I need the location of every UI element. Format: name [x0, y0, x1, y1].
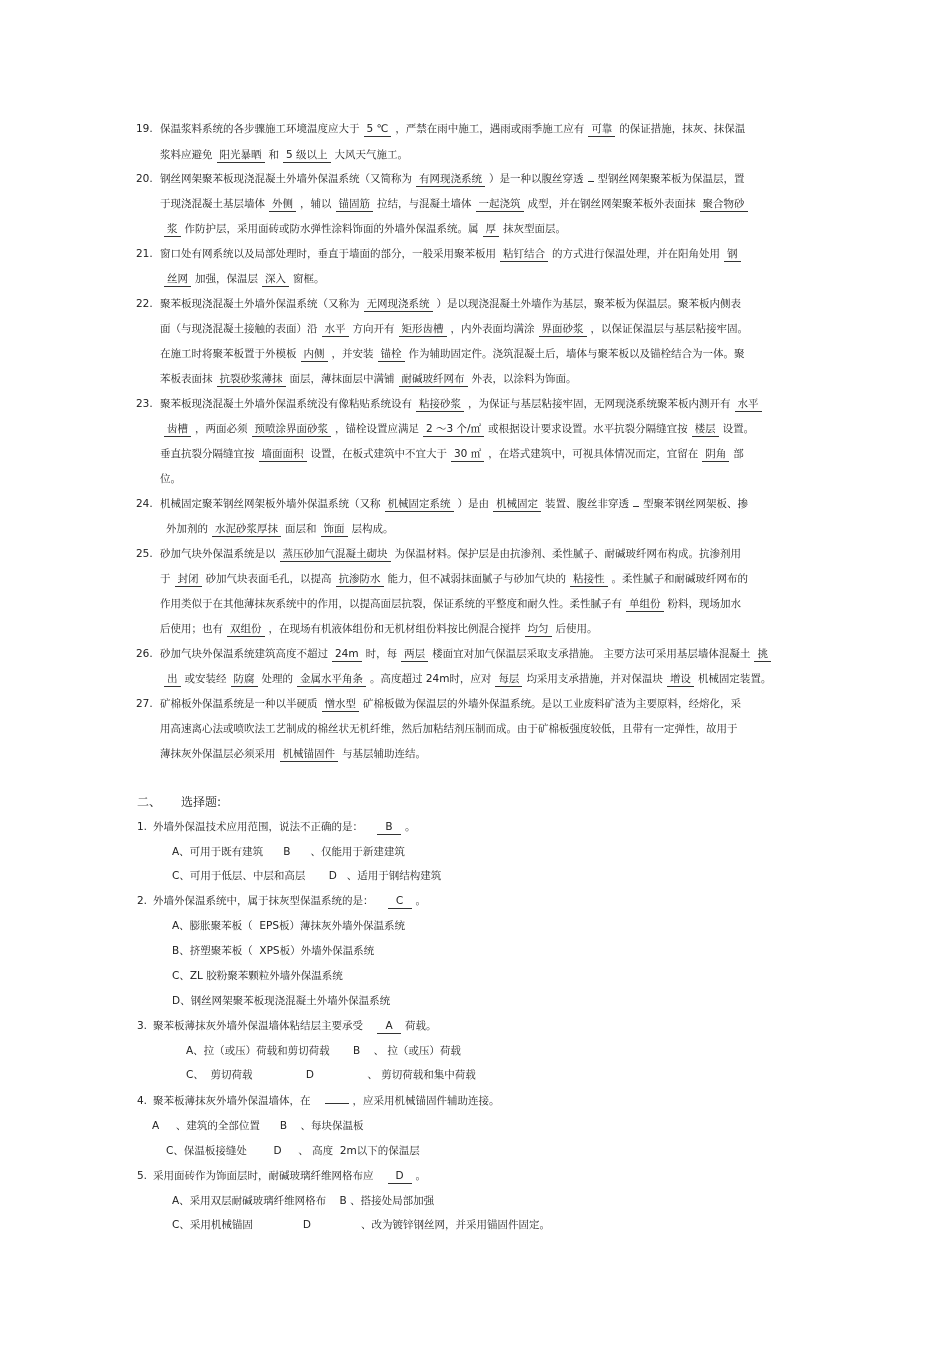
question-text: 外加剂的 — [166, 523, 208, 535]
question-number: 20. — [136, 173, 153, 185]
answer-blank: 挑 — [754, 648, 771, 662]
answer-blank: 锚固筋 — [336, 198, 374, 212]
answer-blank: 24m — [332, 648, 362, 662]
answer-blank — [588, 181, 594, 182]
fill-question-line — [136, 397, 766, 412]
question-text: 或安装经 — [184, 673, 227, 685]
question-text: 方向开有 — [352, 323, 395, 335]
choice-option: A、拉（或压）荷载和剪切荷载 B 、 拉（或压）荷载 — [186, 1045, 461, 1057]
answer-blank: 防腐 — [231, 673, 258, 687]
answer-blank: 矩形齿槽 — [399, 323, 447, 337]
question-text: 作防护层，采用面砖或防水弹性涂料饰面的外墙外保温系统。属 — [184, 223, 479, 235]
answer-blank: 粘钉结合 — [500, 248, 548, 262]
question-stem: 聚苯板薄抹灰外墙外保温墙体粘结层主要承受 — [153, 1020, 364, 1032]
choice-option: A、采用双层耐碱玻璃纤维网格布 B 、搭接处局部加强 — [172, 1195, 435, 1207]
answer-blank: 均匀 — [525, 623, 552, 637]
question-text: 机械固定装置。 — [697, 673, 772, 685]
question-text: 砂加气块外保温系统是以 — [160, 548, 276, 560]
choice-option: B、挤塑聚苯板（ XPS板）外墙外保温系统 — [172, 945, 375, 957]
question-text: ）是由 — [457, 498, 489, 510]
question-text: 设置。 — [722, 423, 755, 435]
question-text: 于现浇混凝土基层墙体 — [160, 198, 265, 210]
question-number: 25. — [136, 548, 153, 560]
answer-blank: 阳光暴晒 — [217, 149, 265, 163]
question-text: 保温浆料系统的各步骤施工环境温度应大于 — [160, 123, 360, 135]
fill-question-line — [136, 547, 741, 562]
question-text: 或根据设计要求设置。水平抗裂分隔缝宜按 — [488, 423, 688, 435]
fill-question-line — [160, 622, 598, 637]
question-text: 外表，以涂料为饰面。 — [471, 373, 577, 385]
question-text: 层构成。 — [351, 523, 394, 535]
fill-question-line — [160, 572, 748, 587]
fill-question-line — [160, 747, 426, 762]
question-text: 于 — [160, 573, 171, 585]
question-stem: 外墙外保温系统中，属于抹灰型保温系统的是： — [153, 895, 374, 907]
answer-blank: 每层 — [495, 673, 522, 687]
question-number: 26. — [136, 648, 153, 660]
choice-option: C、采用机械锚固 D 、改为镀锌钢丝网，并采用锚固件固定。 — [172, 1219, 551, 1231]
answer-blank: 30 ㎡ — [451, 448, 484, 462]
question-stem-end: 。 — [405, 821, 416, 833]
answer-blank: 抗裂砂浆薄抹 — [217, 373, 286, 387]
question-text: 浆料应避免 — [160, 149, 213, 161]
answer-blank: 单组份 — [626, 598, 664, 612]
question-text: 后使用。 — [555, 623, 598, 635]
question-text: 后使用；也有 — [160, 623, 223, 635]
question-text: 面（与现浇混凝土接触的表面）沿 — [160, 323, 318, 335]
question-number: 5. — [137, 1170, 148, 1182]
question-text: ，在现场有机液体组份和无机材组份料按比例混合搅拌 — [268, 623, 521, 635]
question-text: ，为保证与基层粘接牢固，无网现浇系统聚苯板内测开有 — [468, 398, 731, 410]
fill-question-line — [166, 522, 394, 537]
choice-option: C、可用于低层、中层和高层 D 、适用于钢结构建筑 — [172, 870, 442, 882]
answer-blank: 水平 — [322, 323, 349, 337]
question-text: ）是以现浇混凝土外墙作为基层，聚苯板为保温层。聚苯板内侧表 — [436, 298, 741, 310]
question-text: 用高速离心法或喷吹法工艺制成的棉丝状无机纤维，然后加粘结剂压制而成。由于矿棉板强度较低，且带有一定弹性，故用于 — [160, 723, 738, 735]
answer-blank: 楼层 — [692, 423, 719, 437]
question-text: 面层，薄抹面层中满铺 — [289, 373, 395, 385]
question-text: 型钢丝网架聚苯板为保温层，置 — [597, 173, 745, 185]
question-number: 22. — [136, 298, 153, 310]
answer-blank: 机械锚固件 — [280, 748, 339, 762]
answer-blank: 一起浇筑 — [476, 198, 524, 212]
question-text: ，锚栓设置应满足 — [335, 423, 419, 435]
choice-option: C、ZL 胶粉聚苯颗粒外墙外保温系统 — [172, 970, 343, 982]
question-text: 处理的 — [261, 673, 293, 685]
fill-question-line — [160, 472, 181, 486]
answer-blank: 憎水型 — [322, 698, 360, 712]
answer-blank: 两层 — [401, 648, 428, 662]
question-text: ，辅以 — [300, 198, 332, 210]
question-text: 楼面宜对加气保温层采取支承措施。 主要方法可采用基层墙体混凝土 — [432, 648, 751, 660]
question-text: 与基层辅助连结。 — [342, 748, 426, 760]
answer-blank: 粘接砂浆 — [416, 398, 464, 412]
question-text: 砂加气块外保温系统建筑高度不超过 — [160, 648, 328, 660]
choice-question — [137, 1019, 437, 1034]
choice-question — [137, 820, 416, 835]
answer-blank — [325, 1103, 349, 1104]
question-stem-end: 。 — [415, 1170, 427, 1182]
fill-question-line — [160, 672, 771, 687]
answer-blank: 内侧 — [301, 348, 328, 362]
question-stem-end: 荷载。 — [405, 1020, 437, 1032]
answer-blank: 丝网 — [164, 273, 191, 287]
choice-question — [137, 894, 426, 909]
question-text: 成型，并在钢丝网架聚苯板外表面抹 — [527, 198, 696, 210]
section-title: 选择题: — [181, 795, 222, 809]
question-text: 矿棉板外保温系统是一种以半硬质 — [160, 698, 318, 710]
answer-blank: 可靠 — [588, 123, 615, 137]
answer-blank: 界面砂浆 — [539, 323, 587, 337]
section-number: 二、 — [137, 795, 162, 809]
answer-blank: 水泥砂浆厚抹 — [212, 523, 281, 537]
answer-blank — [633, 506, 639, 507]
fill-question-line — [136, 297, 741, 312]
answer-blank: A — [377, 1020, 401, 1034]
question-text: 机械固定聚苯钢丝网架板外墙外保温系统（又称 — [160, 498, 381, 510]
answer-blank: 双组份 — [227, 623, 265, 637]
question-text: 部 — [733, 448, 744, 460]
question-text: 粉料，现场加水 — [667, 598, 741, 610]
question-number: 3. — [137, 1020, 148, 1032]
question-number: 27. — [136, 698, 153, 710]
question-stem: 聚苯板薄抹灰外墙外保温墙体，在 — [153, 1095, 311, 1107]
question-number: 23. — [136, 398, 153, 410]
fill-question-line — [160, 447, 744, 462]
question-text: 和 — [268, 149, 279, 161]
question-number: 21. — [136, 248, 153, 260]
answer-blank: 预喷涂界面砂浆 — [252, 423, 332, 437]
answer-blank: 无网现浇系统 — [364, 298, 433, 312]
answer-blank: 抗渗防水 — [336, 573, 384, 587]
question-text: 装置、腹丝非穿透 — [545, 498, 629, 510]
answer-blank: C — [388, 895, 412, 909]
answer-blank: 机械固定 — [493, 498, 541, 512]
fill-question-line — [136, 172, 745, 187]
question-text: 型聚苯钢丝网架板、掺 — [643, 498, 748, 510]
question-text: 垂直抗裂分隔缝宜按 — [160, 448, 255, 460]
question-text: 位。 — [160, 473, 181, 485]
fill-question-line — [160, 322, 748, 337]
question-text: 苯板表面抹 — [160, 373, 213, 385]
choice-option: A、可用于既有建筑 B 、仅能用于新建建筑 — [172, 846, 405, 858]
section-heading — [137, 795, 221, 809]
choice-question — [137, 1169, 426, 1184]
question-text: 的方式进行保温处理，并在阳角处用 — [552, 248, 720, 260]
question-stem-end: ，应采用机械锚固件辅助连接。 — [352, 1095, 500, 1107]
question-text: 的保证措施，抹灰、抹保温 — [619, 123, 746, 135]
fill-question-line — [136, 647, 775, 662]
fill-question-line — [160, 372, 577, 387]
answer-blank: 2 ～3 个/㎡ — [423, 423, 484, 437]
answer-blank: 5 ℃ — [364, 123, 392, 137]
answer-blank: 水平 — [735, 398, 762, 412]
answer-blank: 阴角 — [702, 448, 729, 462]
fill-question-line — [160, 197, 752, 212]
fill-question-line — [136, 122, 746, 137]
answer-blank: B — [377, 821, 401, 835]
question-text: 大风天气施工。 — [334, 149, 409, 161]
fill-question-line — [160, 597, 741, 612]
question-text: 矿棉板做为保温层的外墙外保温系统。是以工业废料矿渣为主要原料，经熔化，采 — [363, 698, 741, 710]
question-text: 。高度超过 24m时，应对 — [370, 673, 492, 685]
question-text: 聚苯板现浇混凝土外墙外保温系统没有像粘贴系统设有 — [160, 398, 412, 410]
fill-question-line — [136, 697, 741, 712]
fill-question-line — [160, 722, 738, 736]
question-text: ，并安装 — [331, 348, 374, 360]
question-stem: 采用面砖作为饰面层时，耐碱玻璃纤维网格布应 — [153, 1170, 374, 1182]
answer-blank: 封闭 — [175, 573, 202, 587]
choice-question — [137, 1094, 500, 1108]
question-text: 时，每 — [365, 648, 398, 660]
answer-blank: 深入 — [262, 273, 289, 287]
question-text: 砂加气块表面毛孔，以提高 — [205, 573, 332, 585]
question-stem: 外墙外保温技术应用范围，说法不正确的是： — [153, 821, 364, 833]
choice-option: C、保温板接缝处 D 、 高度 2m以下的保温层 — [166, 1145, 420, 1157]
question-text: 为保温材料。保护层是由抗渗剂、柔性腻子、耐碱玻纤网布构成。抗渗剂用 — [394, 548, 741, 560]
question-text: 作为辅助固定件。浇筑混凝土后，墙体与聚苯板以及锚栓结合为一体。聚 — [408, 348, 745, 360]
answer-blank: 锚栓 — [378, 348, 405, 362]
answer-blank: 机械固定系统 — [385, 498, 454, 512]
question-text: ，以保证保温层与基层粘接牢固。 — [590, 323, 748, 335]
question-text: 设置，在板式建筑中不宜大于 — [310, 448, 447, 460]
fill-question-line — [136, 497, 748, 512]
question-number: 1. — [137, 821, 148, 833]
question-text: 抹灰型面层。 — [503, 223, 566, 235]
question-text: 均采用支承措施，并对保温块 — [526, 673, 663, 685]
question-text: 在施工时将聚苯板置于外模板 — [160, 348, 297, 360]
question-text: ，内外表面均满涂 — [450, 323, 535, 335]
question-text: 薄抹灰外保温层必须采用 — [160, 748, 276, 760]
question-text: 聚苯板现浇混凝土外墙外保温系统（又称为 — [160, 298, 360, 310]
question-text: 能力，但不减弱抹面腻子与砂加气块的 — [387, 573, 566, 585]
question-text: 。柔性腻子和耐碱玻纤网布的 — [611, 573, 748, 585]
fill-question-line — [136, 247, 745, 262]
question-text: 加强，保温层 — [195, 273, 258, 285]
answer-blank: 蒸压砂加气混凝土砌块 — [280, 548, 391, 562]
answer-blank: 出 — [164, 673, 181, 687]
choice-option: C、 剪切荷载 D 、 剪切荷载和集中荷载 — [186, 1069, 476, 1081]
answer-blank: 增设 — [667, 673, 694, 687]
question-text: 拉结，与混凝土墙体 — [377, 198, 472, 210]
question-text: 钢丝网架聚苯板现浇混凝土外墙外保温系统（又简称为 — [160, 173, 412, 185]
answer-blank: 饰面 — [321, 523, 348, 537]
answer-blank: 粘接性 — [570, 573, 608, 587]
question-text: 面层和 — [285, 523, 317, 535]
question-number: 2. — [137, 895, 148, 907]
answer-blank: 厚 — [483, 223, 500, 237]
answer-blank: 金属水平角条 — [297, 673, 366, 687]
choice-option: A、膨胀聚苯板（ EPS板）薄抹灰外墙外保温系统 — [172, 920, 405, 932]
question-text: 作用类似于在其他薄抹灰系统中的作用，以提高面层抗裂，保证系统的平整度和耐久性。柔性腻子有 — [160, 598, 622, 610]
choice-option: D、钢丝网架聚苯板现浇混凝土外墙外保温系统 — [172, 995, 391, 1007]
question-text: ，严禁在雨中施工，遇雨或雨季施工应有 — [395, 123, 585, 135]
choice-option: A 、建筑的全部位置 B 、每块保温板 — [152, 1120, 364, 1132]
question-stem-end: 。 — [415, 895, 427, 907]
fill-question-line — [160, 222, 566, 237]
question-number: 4. — [137, 1095, 148, 1107]
fill-question-line — [160, 422, 754, 437]
answer-blank: 外侧 — [269, 198, 296, 212]
question-number: 24. — [136, 498, 153, 510]
answer-blank: 墙面面积 — [259, 448, 307, 462]
answer-blank: D — [388, 1170, 412, 1184]
answer-blank: 齿槽 — [164, 423, 191, 437]
answer-blank: 耐碱玻纤网布 — [399, 373, 468, 387]
question-text: ，两面必须 — [195, 423, 248, 435]
fill-question-line — [160, 272, 325, 287]
answer-blank: 钢 — [724, 248, 741, 262]
question-number: 19. — [136, 123, 153, 135]
answer-blank: 有网现浇系统 — [416, 173, 485, 187]
question-text: ，在塔式建筑中，可视具体情况而定，宜留在 — [488, 448, 699, 460]
answer-blank: 浆 — [164, 223, 181, 237]
fill-question-line — [160, 347, 745, 362]
question-text: 窗口处有网系统以及局部处理时，垂直于墙面的部分，一般采用聚苯板用 — [160, 248, 496, 260]
question-text: ）是一种以腹丝穿透 — [489, 173, 584, 185]
answer-blank: 聚合物砂 — [700, 198, 748, 212]
question-text: 窗框。 — [293, 273, 325, 285]
answer-blank: 5 级以上 — [283, 149, 331, 163]
fill-question-line — [160, 148, 408, 163]
